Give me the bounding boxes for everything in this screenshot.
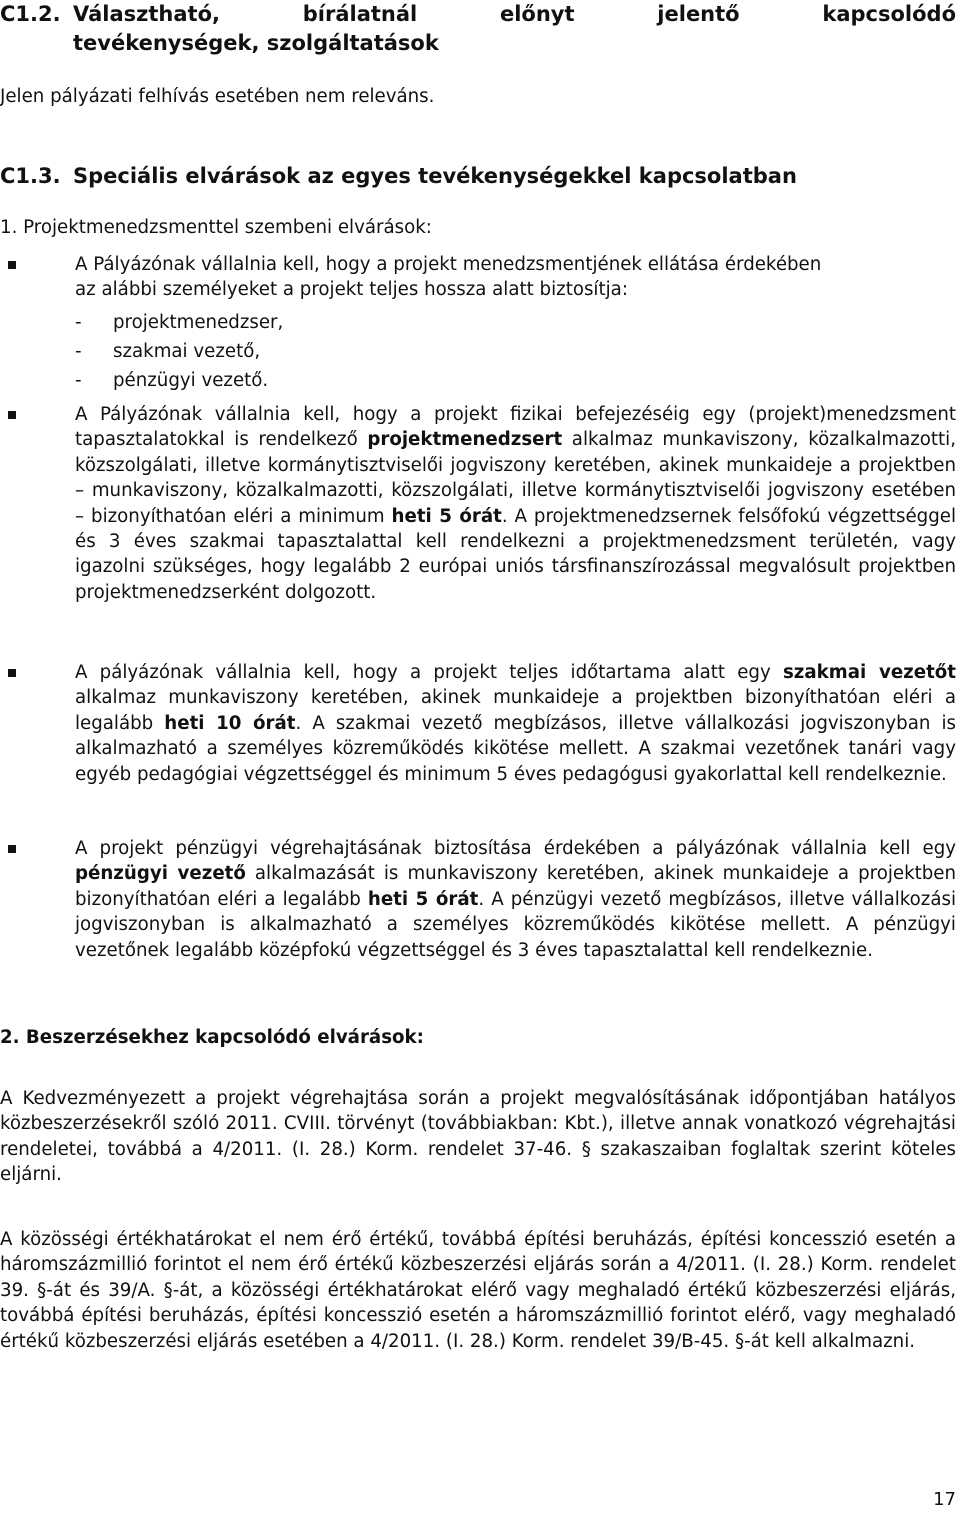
bullet2-text: A Pályázónak vállalnia kell, hogy a projekt fizikai befejezéséig egy (projekt)menedzsment tapasztalatokkal is rendelkező projektmenedzsert alkalmaz munkaviszony, közalkalmazotti, közszolgálati, illetve kormánytisztviselői jogviszony keretében, akinek munkaideje a projektben – munkaviszony, közalkalmazotti, közszolgálati, illetve kormánytisztviselői jogviszony esetében – bizonyíthatóan eléri a minimum heti 5 órát. A projektmenedzsernek felsőfokú végzettséggel és 3 éves szakmai tapasztalattal kell rendelkezni a projektmenedzsment területén, vagy igazolni szükséges, hogy legalább 2 európai uniós társfinanszírozással megvalósult projektben projektmenedzserként dolgozott. [75,404,957,603]
list-item: - szakmai vezető, [75,341,261,362]
section-c12-heading [0,0,956,58]
section-c13-heading [0,162,797,191]
bullet1-line1: A Pályázónak vállalnia kell, hogy a projekt menedzsmentjének ellátása érdekében [75,254,822,275]
bullet-square-icon [8,669,16,677]
page-number: 17 [933,1489,956,1510]
role-list [75,308,283,395]
list-item: - projektmenedzser, [75,312,284,333]
section2-heading: 2. Beszerzésekhez kapcsolódó elvárások: [0,1027,424,1048]
bullet3-text: A pályázónak vállalnia kell, hogy a projekt teljes időtartama alatt egy szakmai vezetőt alkalmaz munkaviszony keretében, akinek munkaideje a projektben bizonyíthatóan eléri a legalább heti 10 órát. A szakmai vezető megbízásos, illetve vállalkozási jogviszonyban is alkalmazható a személyes közreműködés kikötése mellett. A szakmai vezetőnek tanári vagy egyéb pedagógiai végzettséggel és minimum 5 éves pedagógusi gyakorlattal kell rendelkeznie. [75,662,956,785]
bullet-item-2 [8,402,956,605]
section-c13-number: C1.3. [0,164,61,188]
bullet-item-1 [8,252,956,303]
bullet-item-4 [8,836,956,963]
section2-paragraph-2: A közösségi értékhatárokat el nem érő értékű, továbbá építési beruházás, építési koncesszió esetén a háromszázmillió forintot el nem érő értékű közbeszerzési eljárás során a 4/2011. (I. 28.) Korm. rendelet 39. §-át és 39/A. §-át, a közösségi értékhatárokat elérő vagy meghaladó értékű közbeszerzési eljárás, továbbá építési beruházás, építési koncesszió esetén a háromszázmillió forintot elérő, vagy meghaladó értékű közbeszerzési eljárás esetében a 4/2011. (I. 28.) Korm. rendelet 39/B-45. §-át kell alkalmazni. [0,1229,956,1352]
bullet-square-icon [8,261,16,269]
bullet4-text: A projekt pénzügyi végrehajtásának biztosítása érdekében a pályázónak vállalnia kell egy pénzügyi vezető alkalmazását is munkaviszony keretében, akinek munkaideje a projektben bizonyíthatóan eléri a legalább heti 5 órát. A pénzügyi vezető megbízásos, illetve vállalkozási jogviszonyban is alkalmazható a személyes közreműködés kikötése mellett. A pénzügyi vezetőnek legalább középfokú végzettséggel és 3 éves tapasztalattal kell rendelkeznie. [75,838,957,961]
section-c12-title-line2: tevékenységek, szolgáltatások [73,31,439,55]
section-c12-title-line1: Választható, bírálatnál előnyt jelentő kapcsolódó [73,2,956,26]
bullet-square-icon [8,845,16,853]
bullet1-line2: az alábbi személyeket a projekt teljes hossza alatt biztosítja: [75,279,628,301]
list-item: - pénzügyi vezető. [75,370,269,391]
section-c13-title: Speciális elvárások az egyes tevékenységekkel kapcsolatban [73,164,797,188]
bullet-item-3 [8,660,956,787]
section-c12-text: Jelen pályázati felhívás esetében nem releváns. [0,86,435,107]
section1-heading: 1. Projektmenedzsmenttel szembeni elvárások: [0,217,432,238]
bullet-square-icon [8,411,16,419]
section2-paragraph-1: A Kedvezményezett a projekt végrehajtása során a projekt megvalósításának időpontjában hatályos közbeszerzésekről szóló 2011. CVIII. törvényt (továbbiakban: Kbt.), illetve annak vonatkozó végrehajtási rendeletei, továbbá a 4/2011. (I. 28.) Korm. rendelet 37-46. § szakaszaiban foglaltak szerint köteles eljárni. [0,1088,956,1186]
section-c12-number: C1.2. [0,2,61,26]
